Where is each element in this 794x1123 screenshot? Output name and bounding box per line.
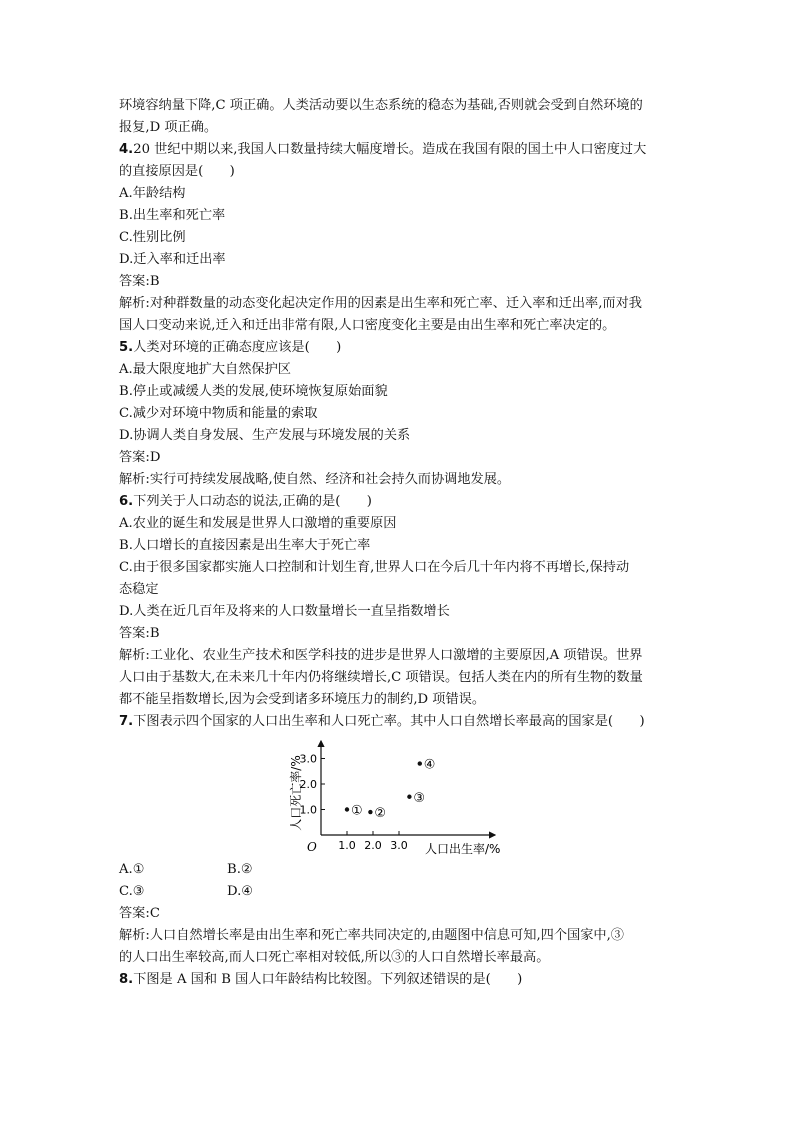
question-5-option-a: A.最大限度地扩大自然保护区 (119, 362, 291, 377)
continuation-line-1: 环境容纳量下降,C 项正确。人类活动要以生态系统的稳态为基础,否则就会受到自然环境的 (119, 98, 643, 113)
analysis-label: 解析: (119, 472, 150, 487)
question-5-stem (119, 337, 679, 359)
data-point-label-1: ① (351, 803, 363, 819)
data-point-1 (345, 807, 349, 811)
question-5-option-b: B.停止或减缓人类的发展,使环境恢复原始面貌 (119, 384, 388, 399)
question-4-stem-1 (119, 139, 679, 161)
analysis-label: 解析: (119, 648, 150, 663)
question-6-analysis-3: 都不能呈指数增长,因为会受到诸多环境压力的制约,D 项错误。 (119, 692, 486, 707)
question-5-option-d: D.协调人类自身发展、生产发展与环境发展的关系 (119, 428, 411, 443)
question-8-stem-text: 下图是 A 国和 B 国人口年龄结构比较图。下列叙述错误的是( ) (133, 972, 523, 987)
question-4-option-a: A.年龄结构 (119, 186, 186, 201)
question-7-analysis-1 (119, 925, 679, 947)
question-7-options-row-1 (119, 859, 679, 881)
question-8-number: 8. (119, 972, 134, 987)
chart-marks (300, 753, 436, 853)
question-7-analysis-2: 的人口出生率较高,而人口死亡率相对较低,所以③的人口自然增长率最高。 (119, 950, 550, 965)
question-8-stem (119, 969, 679, 991)
question-5-analysis-text: 实行可持续发展战略,使自然、经济和社会持久而协调地发展。 (149, 472, 511, 487)
x-tick-label: 3.0 (390, 839, 408, 852)
x-axis-label: 人口出生率/% (425, 842, 501, 856)
data-point-4 (418, 761, 422, 765)
data-point-3 (407, 795, 411, 799)
data-point-2 (368, 810, 372, 814)
question-4-option-c: C.性别比例 (119, 230, 186, 245)
question-4-option-d: D.迁入率和迁出率 (119, 252, 226, 267)
question-6-answer: 答案:B (119, 626, 160, 641)
question-4-number: 4. (119, 142, 134, 157)
question-6-option-c-2: 态稳定 (119, 582, 159, 597)
scatter-figure (119, 733, 679, 859)
scatter-chart (285, 733, 525, 857)
question-7-option-a: A.① (119, 862, 145, 877)
data-point-label-3: ③ (413, 790, 426, 806)
question-7-stem-text: 下图表示四个国家的人口出生率和人口死亡率。其中人口自然增长率最高的国家是( ) (133, 714, 645, 729)
question-5-option-c: C.减少对环境中物质和能量的索取 (119, 406, 318, 421)
question-6-option-b: B.人口增长的直接因素是出生率大于死亡率 (119, 538, 371, 553)
question-6-analysis-1 (119, 645, 679, 667)
question-5-answer: 答案:D (119, 450, 161, 465)
x-tick-label: 1.0 (338, 839, 356, 852)
data-point-label-4: ④ (423, 757, 436, 773)
question-4-stem-2: 的直接原因是( ) (119, 164, 235, 179)
continuation-line-2: 报复,D 项正确。 (119, 120, 218, 135)
question-7-option-b: B.② (227, 862, 253, 877)
origin-label: O (307, 840, 317, 854)
question-4-analysis-2: 国人口变动来说,迁入和迁出非常有限,人口密度变化主要是由出生率和死亡率决定的。 (119, 318, 616, 333)
question-7-stem (119, 711, 679, 733)
question-5-analysis-1 (119, 469, 679, 491)
question-4-analysis-1 (119, 293, 679, 315)
question-6-analysis-text: 工业化、农业生产技术和医学科技的进步是世界人口激增的主要原因,A 项错误。世界 (149, 648, 643, 663)
question-6-option-c-1: C.由于很多国家都实施人口控制和计划生育,世界人口在今后几十年内将不再增长,保持动 (119, 560, 630, 575)
question-4-option-b: B.出生率和死亡率 (119, 208, 226, 223)
analysis-label: 解析: (119, 296, 150, 311)
question-6-stem-text: 下列关于人口动态的说法,正确的是( ) (133, 494, 372, 509)
question-7-option-d: D.④ (227, 884, 254, 899)
question-6-option-d: D.人类在近几百年及将来的人口数量增长一直呈指数增长 (119, 604, 450, 619)
question-4-answer: 答案:B (119, 274, 160, 289)
question-7-answer: 答案:C (119, 906, 160, 921)
y-tick-label: 2.0 (299, 778, 317, 791)
question-6-option-a: A.农业的诞生和发展是世界人口激增的重要原因 (119, 516, 397, 531)
x-tick-label: 2.0 (364, 839, 382, 852)
question-6-number: 6. (119, 494, 134, 509)
question-7-options-row-2 (119, 881, 679, 903)
y-tick-label: 3.0 (299, 752, 317, 766)
y-axis-label: 人口死亡率/% (289, 755, 303, 831)
document-page (119, 95, 679, 991)
question-5-number: 5. (119, 340, 134, 355)
question-5-stem-text: 人类对环境的正确态度应该是( ) (133, 340, 342, 355)
question-6-stem (119, 491, 679, 513)
data-point-label-2: ② (374, 806, 387, 822)
question-6-analysis-2: 人口由于基数大,在未来几十年内仍将继续增长,C 项错误。包括人类在内的所有生物的数量 (119, 670, 643, 685)
question-4-analysis-text: 对种群数量的动态变化起决定作用的因素是出生率和死亡率、迁入率和迁出率,而对我 (149, 296, 642, 311)
analysis-label: 解析: (119, 928, 150, 943)
y-tick-label: 1.0 (299, 803, 317, 817)
question-7-number: 7. (119, 714, 134, 729)
question-7-option-c: C.③ (119, 884, 145, 899)
question-4-stem-text: 20 世纪中期以来,我国人口数量持续大幅度增长。造成在我国有限的国土中人口密度过大 (133, 142, 647, 157)
question-7-analysis-text: 人口自然增长率是由出生率和死亡率共同决定的,由题图中信息可知,四个国家中,③ (149, 928, 624, 943)
